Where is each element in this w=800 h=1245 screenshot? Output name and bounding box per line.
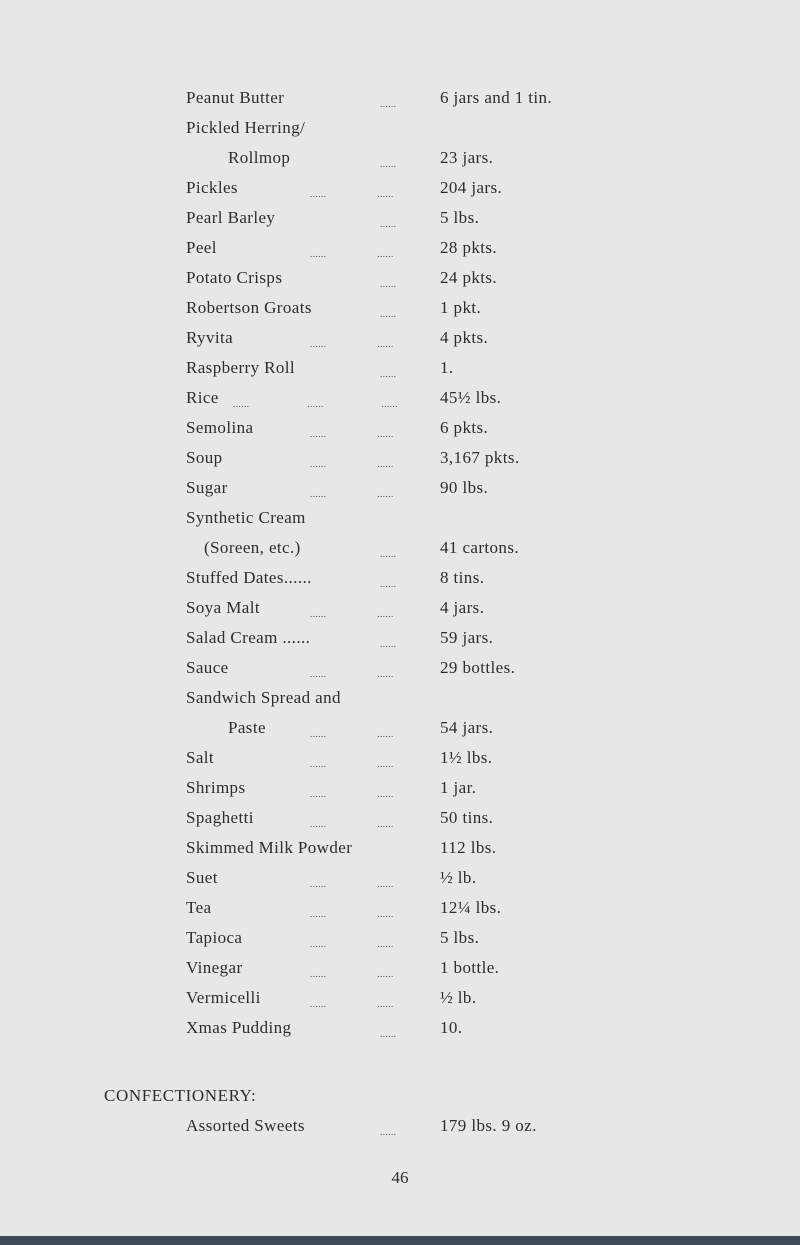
leader-dots: ...... ...... xyxy=(310,909,394,919)
item-quantity: ½ lb. xyxy=(440,868,477,887)
leader-dots: ...... ...... xyxy=(310,429,394,439)
item-quantity: 5 lbs. xyxy=(440,208,480,227)
leader-dots: ...... ...... xyxy=(310,729,394,739)
item-quantity: 6 pkts. xyxy=(440,418,489,437)
item-name: Spaghetti xyxy=(186,808,254,827)
item-name: Soya Malt xyxy=(186,598,260,617)
item-name: Potato Crisps xyxy=(186,268,283,287)
page-bottom-edge xyxy=(0,1236,800,1245)
item-quantity: 45½ lbs. xyxy=(440,388,502,407)
item-name: Tapioca xyxy=(186,928,243,947)
item-name: Rollmop xyxy=(228,148,291,167)
section-heading: CONFECTIONERY: xyxy=(104,1086,257,1105)
item-name: Salad Cream ...... xyxy=(186,628,311,647)
item-name: Salt xyxy=(186,748,215,767)
item-name: (Soreen, etc.) xyxy=(204,538,301,557)
item-quantity: 41 cartons. xyxy=(440,538,519,557)
leader-dots: ...... xyxy=(380,159,397,169)
leader-dots: ...... ...... xyxy=(310,189,394,199)
item-quantity: 1 jar. xyxy=(440,778,477,797)
item-name: Pickled Herring/ xyxy=(186,118,306,137)
item-name: Xmas Pudding xyxy=(186,1018,292,1037)
leader-dots: ...... ...... ...... xyxy=(233,399,398,409)
item-quantity: 4 pkts. xyxy=(440,328,489,347)
page-number: 46 xyxy=(391,1168,409,1187)
item-quantity: 24 pkts. xyxy=(440,268,498,287)
item-quantity: 112 lbs. xyxy=(440,838,497,857)
leader-dots: ...... ...... xyxy=(310,339,394,349)
item-name: Vinegar xyxy=(186,958,243,977)
item-name: Sugar xyxy=(186,478,228,497)
leader-dots: ...... ...... xyxy=(310,999,394,1009)
item-quantity: 29 bottles. xyxy=(440,658,516,677)
leader-dots: ...... xyxy=(380,549,397,559)
item-quantity: 1½ lbs. xyxy=(440,748,493,767)
item-quantity: 179 lbs. 9 oz. xyxy=(440,1116,537,1135)
leader-dots: ...... xyxy=(380,639,397,649)
leader-dots: ...... xyxy=(380,369,397,379)
item-quantity: ½ lb. xyxy=(440,988,477,1007)
leader-dots: ...... ...... xyxy=(310,609,394,619)
item-quantity: 1. xyxy=(440,358,454,377)
item-name: Tea xyxy=(186,898,212,917)
item-name: Ryvita xyxy=(186,328,234,347)
item-name: Pearl Barley xyxy=(186,208,276,227)
item-name: Peel xyxy=(186,238,217,257)
item-quantity: 23 jars. xyxy=(440,148,494,167)
item-name: Rice xyxy=(186,388,219,407)
item-quantity: 10. xyxy=(440,1018,463,1037)
item-quantity: 1 bottle. xyxy=(440,958,500,977)
item-name: Semolina xyxy=(186,418,254,437)
leader-dots: ...... xyxy=(380,309,397,319)
item-quantity: 1 pkt. xyxy=(440,298,482,317)
item-name: Assorted Sweets xyxy=(186,1116,305,1135)
leader-dots: ...... ...... xyxy=(310,669,394,679)
item-quantity: 6 jars and 1 tin. xyxy=(440,88,553,107)
leader-dots: ...... ...... xyxy=(310,489,394,499)
item-quantity: 90 lbs. xyxy=(440,478,489,497)
leader-dots: ...... xyxy=(380,279,397,289)
item-quantity: 28 pkts. xyxy=(440,238,498,257)
leader-dots: ...... xyxy=(380,579,397,589)
item-name: Shrimps xyxy=(186,778,246,797)
item-quantity: 3,167 pkts. xyxy=(440,448,520,467)
item-quantity: 4 jars. xyxy=(440,598,485,617)
item-name: Suet xyxy=(186,868,218,887)
item-name: Sauce xyxy=(186,658,229,677)
leader-dots: ...... xyxy=(380,219,397,229)
item-name: Pickles xyxy=(186,178,238,197)
leader-dots: ...... ...... xyxy=(310,819,394,829)
item-name: Vermicelli xyxy=(186,988,261,1007)
item-name: Raspberry Roll xyxy=(186,358,296,377)
leader-dots: ...... ...... xyxy=(310,789,394,799)
leader-dots: ...... xyxy=(380,1127,397,1137)
item-quantity: 204 jars. xyxy=(440,178,503,197)
leader-dots: ...... ...... xyxy=(310,249,394,259)
item-name: Robertson Groats xyxy=(186,298,312,317)
item-quantity: 50 tins. xyxy=(440,808,494,827)
item-quantity: 8 tins. xyxy=(440,568,485,587)
item-name: Sandwich Spread and xyxy=(186,688,341,707)
item-quantity: 5 lbs. xyxy=(440,928,480,947)
leader-dots: ...... ...... xyxy=(310,939,394,949)
leader-dots: ...... ...... xyxy=(310,459,394,469)
leader-dots: ...... ...... xyxy=(310,759,394,769)
item-name: Skimmed Milk Powder xyxy=(186,838,353,857)
leader-dots: ...... xyxy=(380,1029,397,1039)
leader-dots: ...... ...... xyxy=(310,879,394,889)
leader-dots: ...... ...... xyxy=(310,969,394,979)
item-name: Stuffed Dates...... xyxy=(186,568,312,587)
item-name: Peanut Butter xyxy=(186,88,285,107)
item-quantity: 54 jars. xyxy=(440,718,494,737)
item-name: Paste xyxy=(228,718,266,737)
item-quantity: 59 jars. xyxy=(440,628,494,647)
item-name: Soup xyxy=(186,448,223,467)
item-quantity: 12¼ lbs. xyxy=(440,898,502,917)
item-name: Synthetic Cream xyxy=(186,508,306,527)
leader-dots: ...... xyxy=(380,99,397,109)
